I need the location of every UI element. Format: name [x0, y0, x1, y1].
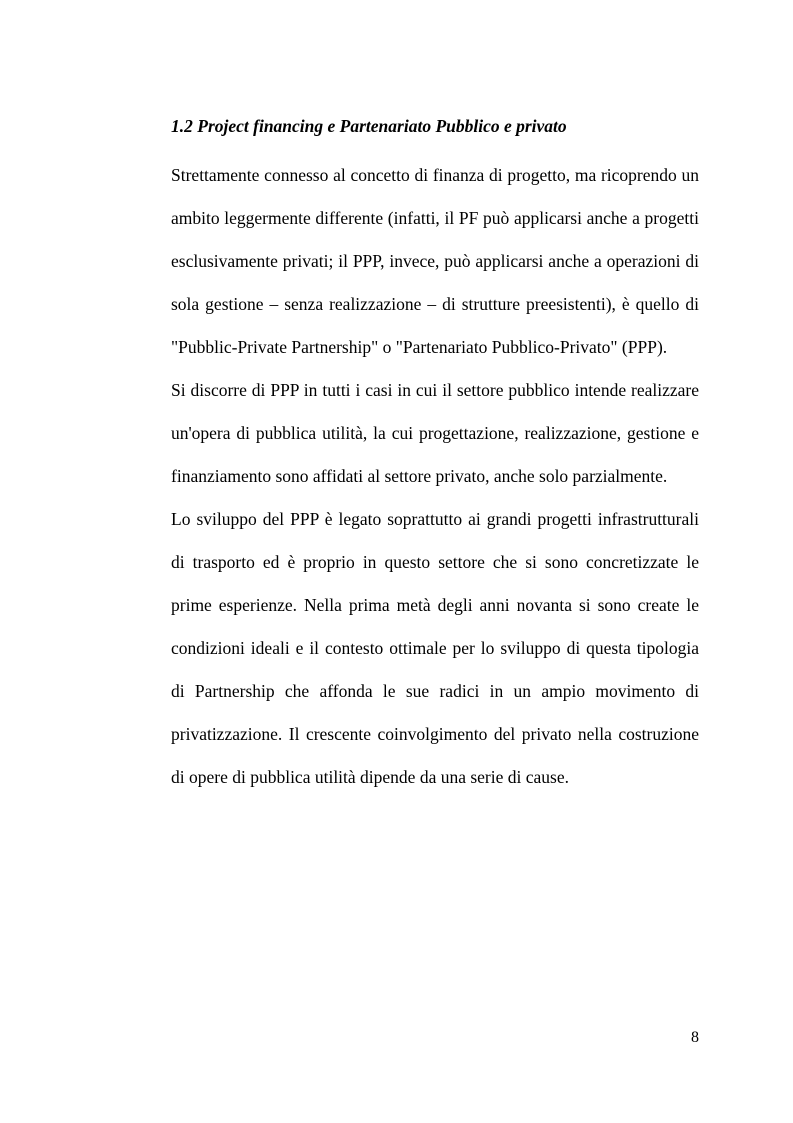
body-text	[171, 154, 699, 799]
page-number: 8	[691, 1029, 699, 1046]
paragraph-2: Si discorre di PPP in tutti i casi in cui il settore pubblico intende realizzare un'opera di pubblica utilità, la cui progettazione, realizzazione, gestione e finanziamento sono affidati al settore privato, anche solo parzialmente.	[171, 380, 699, 486]
paragraph-1: Strettamente connesso al concetto di finanza di progetto, ma ricoprendo un ambito leggermente differente (infatti, il PF può applicarsi anche a progetti esclusivamente privati; il PPP, invece, può applicarsi anche a operazioni di sola gestione – senza realizzazione – di strutture preesistenti), è quello di "Pubblic-Private Partnership" o "Partenariato Pubblico-Privato" (PPP).	[171, 165, 699, 357]
section-title: 1.2 Project financing e Partenariato Pubblico e privato	[171, 116, 567, 136]
paragraph-3: Lo sviluppo del PPP è legato soprattutto ai grandi progetti infrastrutturali di trasporto ed è proprio in questo settore che si sono concretizzate le prime esperienze. Nella prima metà degli anni novanta si sono create le condizioni ideali e il contesto ottimale per lo sviluppo di questa tipologia di Partnership che affonda le sue radici in un ampio movimento di privatizzazione. Il crescente coinvolgimento del privato nella costruzione di opere di pubblica utilità dipende da una serie di cause.	[171, 509, 699, 787]
